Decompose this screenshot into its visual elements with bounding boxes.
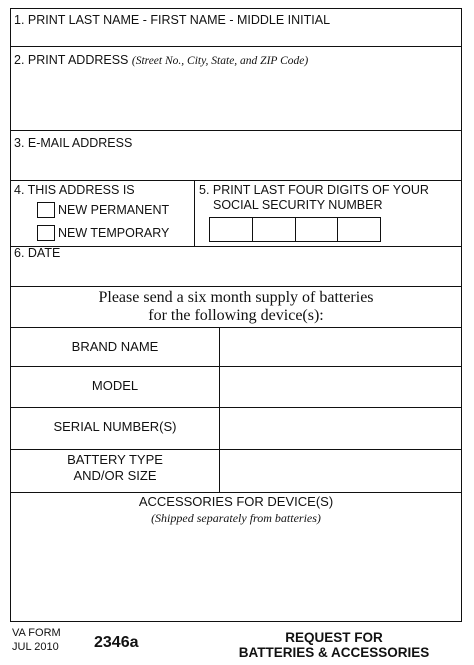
form-title-line-1: REQUEST FOR <box>285 630 383 645</box>
divider <box>11 492 461 493</box>
form-number: 2346a <box>94 634 139 651</box>
divider <box>11 180 461 181</box>
ssn-digit-box[interactable] <box>338 218 380 241</box>
divider <box>11 449 461 450</box>
request-line-1: Please send a six month supply of batteries <box>98 289 374 306</box>
new-temporary-label: NEW TEMPORARY <box>58 226 170 240</box>
ssn-label-line2: SOCIAL SECURITY NUMBER <box>213 198 383 212</box>
battery-type-line-2: AND/OR SIZE <box>73 468 157 483</box>
serial-number-label: SERIAL NUMBER(S) <box>53 419 177 434</box>
address-label <box>14 53 308 69</box>
form-title <box>200 630 468 660</box>
email-label: 3. E-MAIL ADDRESS <box>14 136 133 150</box>
last-name-label: 1. PRINT LAST NAME - FIRST NAME - MIDDLE INITIAL <box>14 13 331 27</box>
divider <box>11 407 461 408</box>
divider <box>11 246 461 247</box>
request-line-2: for the following device(s): <box>148 307 324 324</box>
divider <box>11 130 461 131</box>
form-date: JUL 2010 <box>12 641 59 653</box>
battery-type-label <box>11 452 219 484</box>
divider <box>11 327 461 328</box>
address-label-text: 2. PRINT ADDRESS <box>14 53 129 67</box>
ssn-label-line1: 5. PRINT LAST FOUR DIGITS OF YOUR <box>199 183 429 197</box>
divider <box>11 366 461 367</box>
ssn-digit-boxes[interactable] <box>209 217 381 242</box>
battery-type-line-1: BATTERY TYPE <box>67 452 163 467</box>
new-permanent-checkbox[interactable] <box>37 202 55 218</box>
date-label: 6. DATE <box>14 246 61 260</box>
ssn-digit-box[interactable] <box>296 218 339 241</box>
address-type-label: 4. THIS ADDRESS IS <box>14 183 135 197</box>
brand-name-label: BRAND NAME <box>71 339 159 354</box>
form-label: VA FORM <box>12 627 61 639</box>
form-id <box>12 626 61 654</box>
accessories-section <box>11 494 461 526</box>
form-title-line-2: BATTERIES & ACCESSORIES <box>238 645 430 660</box>
divider <box>11 46 461 47</box>
ssn-digit-box[interactable] <box>210 218 253 241</box>
address-hint: (Street No., City, State, and ZIP Code) <box>131 55 309 67</box>
divider <box>194 180 195 246</box>
ssn-digit-box[interactable] <box>253 218 296 241</box>
new-temporary-checkbox[interactable] <box>37 225 55 241</box>
divider <box>219 327 220 492</box>
new-permanent-label: NEW PERMANENT <box>58 203 170 217</box>
request-text <box>11 289 461 325</box>
battery-request-form <box>10 8 462 622</box>
divider <box>11 286 461 287</box>
accessories-note: (Shipped separately from batteries) <box>151 511 321 525</box>
accessories-label: ACCESSORIES FOR DEVICE(S) <box>138 494 334 509</box>
model-label: MODEL <box>91 378 139 393</box>
